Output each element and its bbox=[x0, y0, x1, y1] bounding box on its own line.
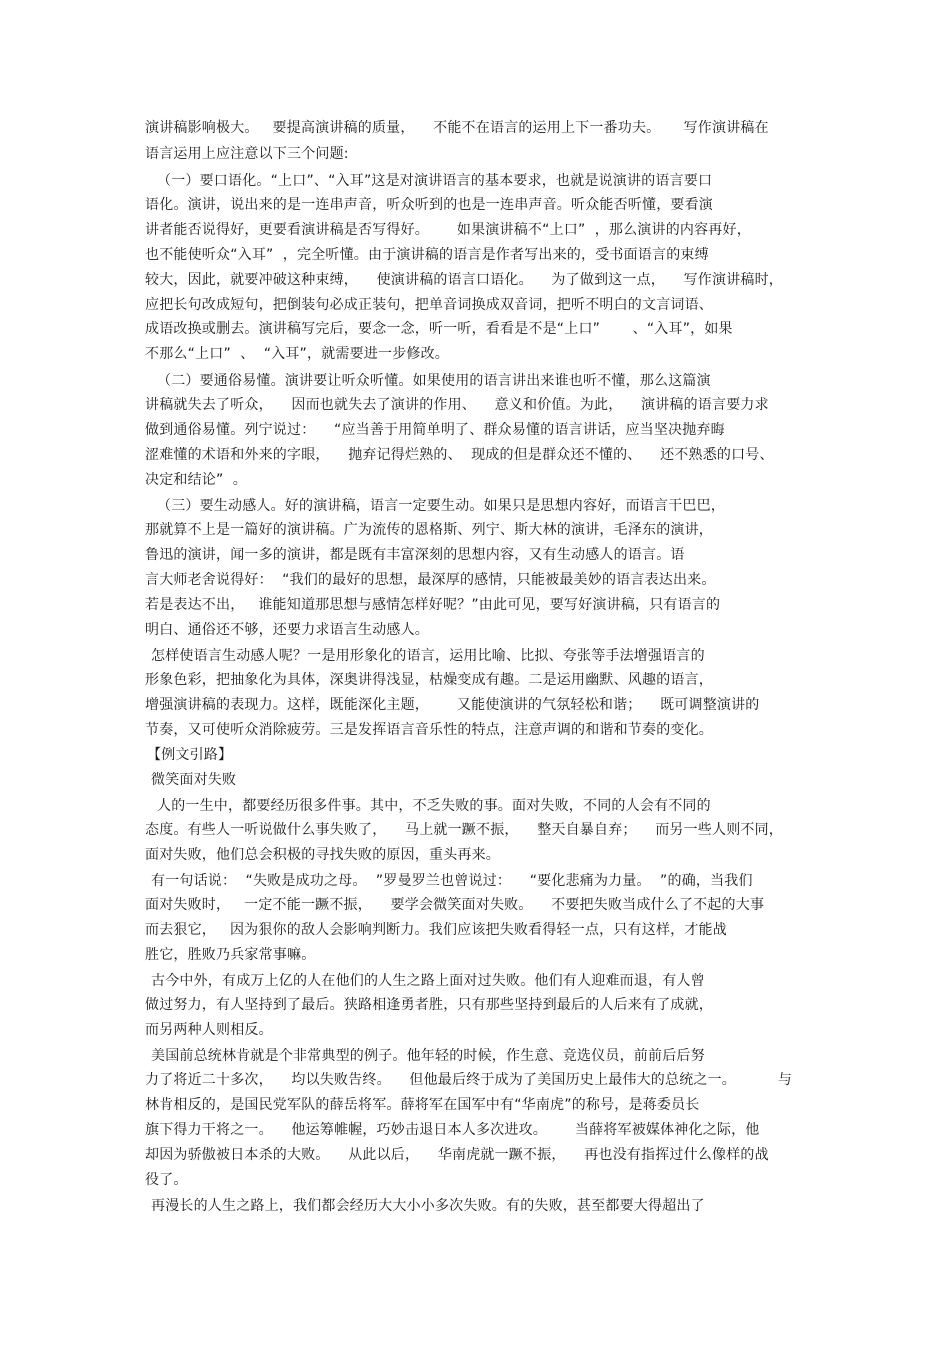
section-one-line: 也不能使听众“入耳” ，完全听懂。由于演讲稿的语言是作者写出来的，受书面语言的束缚 bbox=[145, 247, 709, 263]
essay-line: 面对失败，他们总会积极的寻找失败的原因，重头再来。 bbox=[145, 847, 500, 863]
intro-line: 语言运用上应注意以下三个问题: bbox=[145, 146, 349, 162]
section-three-line: 若是表达不出， 谁能知道那思想与感情怎样好呢？”由此可见，要写好演讲稿，只有语言的 bbox=[145, 597, 721, 613]
intro-line: 演讲稿影响极大。 要提高演讲稿的质量， 不能不在语言的运用上下一番功夫。 写作演讲稿在 bbox=[145, 120, 769, 136]
essay-line: 而另两种人则相反。 bbox=[145, 1022, 273, 1038]
essay-line: 胜它，胜败乃兵家常事嘛。 bbox=[145, 947, 316, 963]
essay-line: 人的一生中，都要经历很多件事。其中，不乏失败的事。面对失败，不同的人会有不同的 bbox=[157, 798, 711, 814]
essay-line: 旗下得力干将之一。 他运筹帷幄，巧妙击退日本人多次进攻。 当薛将军被媒体神化之际，他 bbox=[145, 1122, 760, 1138]
essay-line: 而去狠它， 因为狠你的敌人会影响判断力。我们应该把失败看得轻一点，只有这样，才能战 bbox=[145, 922, 727, 938]
method-paragraph-line: 增强演讲稿的表现力。这样，既能深化主题， 又能使演讲的气氛轻松和谐； 既可调整演讲的 bbox=[145, 697, 760, 713]
method-paragraph-line: 节奏，又可使听众消除疲劳。三是发挥语言音乐性的特点，注意声调的和谐和节奏的变化。 bbox=[145, 722, 713, 738]
essay-line: 力了将近二十多次， 均以失败告终。 但他最后终于成为了美国历史上最伟大的总统之一。 与 bbox=[145, 1072, 793, 1088]
section-two-heading-line: （二）要通俗易懂。演讲要让听众听懂。如果使用的语言讲出来谁也听不懂，那么这篇演 bbox=[157, 373, 711, 389]
section-three-line: 那就算不上是一篇好的演讲稿。广为流传的恩格斯、列宁、斯大林的演讲，毛泽东的演讲， bbox=[145, 522, 713, 538]
section-two-line: 决定和结论” 。 bbox=[145, 472, 247, 488]
section-one-heading-line: （一）要口语化。“上口”、“入耳”这是对演讲语言的基本要求，也就是说演讲的语言要口 bbox=[157, 173, 713, 189]
section-two-line: 讲稿就失去了听众， 因而也就失去了演讲的作用、 意义和价值。为此， 演讲稿的语言要力求 bbox=[145, 397, 769, 413]
section-three-line: 鲁迅的演讲，闻一多的演讲，都是既有丰富深刻的思想内容，又有生动感人的语言。语 bbox=[145, 547, 685, 563]
section-three-heading-line: （三）要生动感人。好的演讲稿，语言一定要生动。如果只是思想内容好，而语言干巴巴， bbox=[157, 498, 725, 514]
essay-line: 役了。 bbox=[145, 1172, 188, 1188]
section-one-line: 语化。演讲，说出来的是一连串声音，听众听到的也是一连串声音。听众能否听懂，要看演 bbox=[145, 197, 713, 213]
essay-line: 美国前总统林肯就是个非常典型的例子。他年轻的时候，作生意、竞选仪员，前前后后努 bbox=[151, 1048, 705, 1064]
essay-line: 面对失败时， 一定不能一蹶不振， 要学会微笑面对失败。 不要把失败当成什么了不起的大事 bbox=[145, 897, 765, 913]
section-one-line: 讲者能否说得好，更要看演讲稿是否写得好。 如果演讲稿不“上口” ，那么演讲的内容再好， bbox=[145, 222, 751, 238]
section-one-line: 应把长句改成短句，把倒装句必成正装句，把单音词换成双音词，把听不明白的文言词语、 bbox=[145, 297, 713, 313]
section-one-line: 较大，因此，就要冲破这种束缚， 使演讲稿的语言口语化。 为了做到这一点， 写作演讲稿时， bbox=[145, 272, 783, 288]
example-essay-title: 微笑面对失败 bbox=[151, 772, 237, 788]
section-two-line: 涩难懂的术语和外来的字眼， 抛弃记得烂熟的、 现成的但是群众还不懂的、 还不熟悉的口号、 bbox=[145, 447, 774, 463]
section-three-line: 言大师老舍说得好： “我们的最好的思想，最深厚的感情，只能被最美妙的语言表达出来。 bbox=[145, 572, 716, 588]
section-two-line: 做到通俗易懂。列宁说过： “应当善于用简单明了、群众易懂的语言讲话，应当坚决抛弃晦 bbox=[145, 422, 725, 438]
example-section-heading: 【例文引路】 bbox=[147, 747, 233, 763]
method-paragraph-line: 怎样使语言生动感人呢？一是用形象化的语言，运用比喻、比拟、夸张等手法增强语言的 bbox=[151, 648, 705, 664]
essay-line: 古今中外，有成万上亿的人在他们的人生之路上面对过失败。他们有人迎难而退，有人曾 bbox=[151, 973, 705, 989]
section-three-line: 明白、通俗还不够，还要力求语言生动感人。 bbox=[145, 622, 429, 638]
essay-line: 有一句话说： “失败是成功之母。 ”罗曼罗兰也曾说过： “要化悲痛为力量。 ”的确，当我们 bbox=[151, 873, 753, 889]
section-one-line: 不那么“上口” 、 “入耳”，就需要进一步修改。 bbox=[145, 346, 450, 362]
essay-line: 林肯相反的，是国民党军队的薛岳将军。薛将军在国军中有“华南虎”的称号，是蒋委员长 bbox=[145, 1097, 700, 1113]
section-one-line: 成语改换或删去。演讲稿写完后，要念一念，听一听，看看是不是“上口” 、“入耳”，如果 bbox=[145, 321, 733, 337]
essay-line: 态度。有些人一听说做什么事失败了， 马上就一蹶不振， 整天自暴自弃； 而另一些人则不同， bbox=[145, 822, 783, 838]
essay-line: 却因为骄傲被日本杀的大败。 从此以后， 华南虎就一蹶不振， 再也没有指挥过什么像样的战 bbox=[145, 1147, 769, 1163]
method-paragraph-line: 形象色彩，把抽象化为具体，深奥讲得浅显，枯燥变成有趣。二是运用幽默、风趣的语言， bbox=[145, 672, 713, 688]
essay-line: 再漫长的人生之路上，我们都会经历大大小小多次失败。有的失败，甚至都要大得超出了 bbox=[151, 1198, 705, 1214]
essay-line: 做过努力，有人坚持到了最后。狭路相逢勇者胜，只有那些坚持到最后的人后来有了成就， bbox=[145, 997, 713, 1013]
